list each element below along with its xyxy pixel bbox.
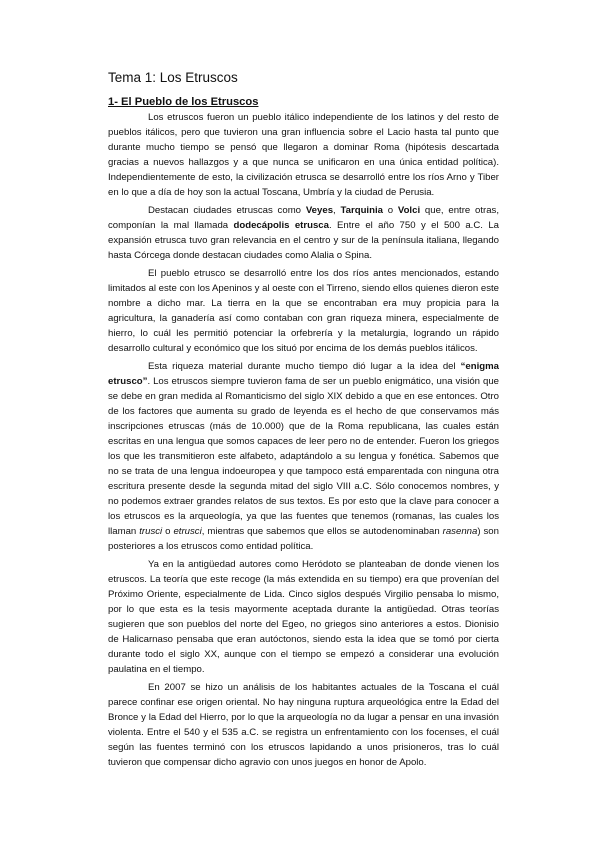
paragraph-3: El pueblo etrusco se desarrolló entre los dos ríos antes mencionados, estando limitados al este con los Apeninos y al oeste con el Tirreno, siendo ellos quienes dieron este nombre a dicho mar. La tierra en la que se encontraban era muy propicia para la agricultura, la ganadería así como contaban con gran riqueza minera, especialmente de hierro, lo cuál les permitió potenciar la orfebrería y la metalurgia, logrando un rápido desarrollo cultural y económico que los situó por encima de los demás pueblos itálicos. xyxy=(108,267,499,354)
dodecapolis-term: dodecápolis etrusca xyxy=(233,219,329,231)
paragraph-6: En 2007 se hizo un análisis de los habitantes actuales de la Toscana el cuál parece confinar ese origen oriental. No hay ninguna ruptura arqueológica entre la Edad del Bronce y la Edad del Hierro, por lo que la arqueología no da lugar a pensar en una invasión violenta. Entre el 540 y el 535 a.C. se registra un enfrentamiento con los focenses, el cuál según las fuentes terminó con los etruscos lapidando a unos prisioneros, tras lo cuál tuvieron que compensar dicho agravio con unos juegos en honor de Apolo. xyxy=(108,681,499,768)
paragraph-2-text-3: o xyxy=(382,204,398,216)
paragraph-4-text-5: ) son posteriores a los etruscos como entidad política. xyxy=(108,526,499,553)
city-tarquinia: Tarquinia xyxy=(340,204,383,216)
paragraph-2-text-1: Destacan ciudades etruscas como xyxy=(148,204,306,216)
paragraph-4-text-1: Esta riqueza material durante mucho tiempo dió lugar a la idea del xyxy=(148,360,461,372)
paragraph-2-text-4: que, entre otras, componían la mal llamada xyxy=(108,204,500,231)
paragraph-2-text-2: , xyxy=(333,204,341,216)
paragraph-5: Ya en la antigüedad autores como Heródoto se planteaban de donde vienen los etruscos. La teoría que este recoge (la más extendida en su tiempo) era que provenían del Próximo Oriente, especialmente de Lida. Cinco siglos después Virgilio pensaba lo mismo, por lo que esta es la tesis mayormente aceptada durante la antigüedad. Otras teorías sugieren que son pueblos del norte del Egeo, no griegos sino anteriores a estos. Dionisio de Halicarnaso pensaba que eran autóctonos, siendo esta la idea que se tomó por cierta durante todo el siglo XX, aunque con el tiempo se empezó a considerar una evolución paulatina en el tiempo. xyxy=(108,558,499,676)
document-body xyxy=(108,110,499,773)
enigma-etrusco-term: “enigma etrusco” xyxy=(108,360,499,387)
paragraph-4-text-3: o xyxy=(162,526,174,538)
city-volci: Volci xyxy=(397,204,421,216)
term-etrusci: etrusci xyxy=(173,526,202,538)
paragraph-4 xyxy=(108,359,499,555)
paragraph-2 xyxy=(108,203,499,263)
city-veyes: Veyes xyxy=(305,204,334,216)
term-rasenna: rasenna xyxy=(442,526,478,538)
paragraph-1: Los etruscos fueron un pueblo itálico independiente de los latinos y del resto de pueblos itálicos, pero que tuvieron una gran influencia sobre el Lacio hasta tal punto que durante mucho tiempo se pensó que llegaron a dominar Roma (hipótesis descartada gracias a nuevos hallazgos y a que nunca se unificaron en una única entidad política). Independientemente de esto, la civilización etrusca se desarrolló entre los ríos Arno y Tiber en lo que a día de hoy son la actual Toscana, Umbría y la ciudad de Perusia. xyxy=(108,112,499,199)
section-heading: 1- El Pueblo de los Etruscos xyxy=(108,96,259,108)
paragraph-4-text-2: . Los etruscos siempre tuvieron fama de ser un pueblo enigmático, una visión que se debe en gran medida al Romanticismo del siglo XIX debido a que en ese entonces. Otro de los factores que aumenta su grado de leyenda es el hecho de que conservamos más inscripciones etruscas (más de 10.000) que de la Roma republicana, las cuales están escritas en una lengua que somos capaces de leer pero no de entender. Fueron los griegos los que les transmitieron este alfabeto, adaptándolo a su lengua y fonética. Sabemos que no se trata de una lengua indoeuropea y que tampoco está emparentada con ninguna otra escritura presente desde la segunda mitad del siglo VIII a.C. Sólo conocemos nombres, y no podemos extraer grandes relatos de sus textos. Es por esto que la clave para conocer a los etruscos es la arqueología, ya que las fuentes que tenemos (romanas, las cuales los llaman xyxy=(108,375,499,538)
document-title: Tema 1: Los Etruscos xyxy=(108,70,238,85)
term-trusci: trusci xyxy=(139,526,163,538)
paragraph-2-text-5: . Entre el año 750 y el 500 a.C. La expansión etrusca tuvo gran relevancia en el centro y sur de la península italiana, llegando hasta Córcega donde destacan ciudades como Alalia o Spina. xyxy=(108,219,499,262)
paragraph-4-text-4: , mientras que sabemos que ellos se autodenominaban xyxy=(201,526,443,538)
